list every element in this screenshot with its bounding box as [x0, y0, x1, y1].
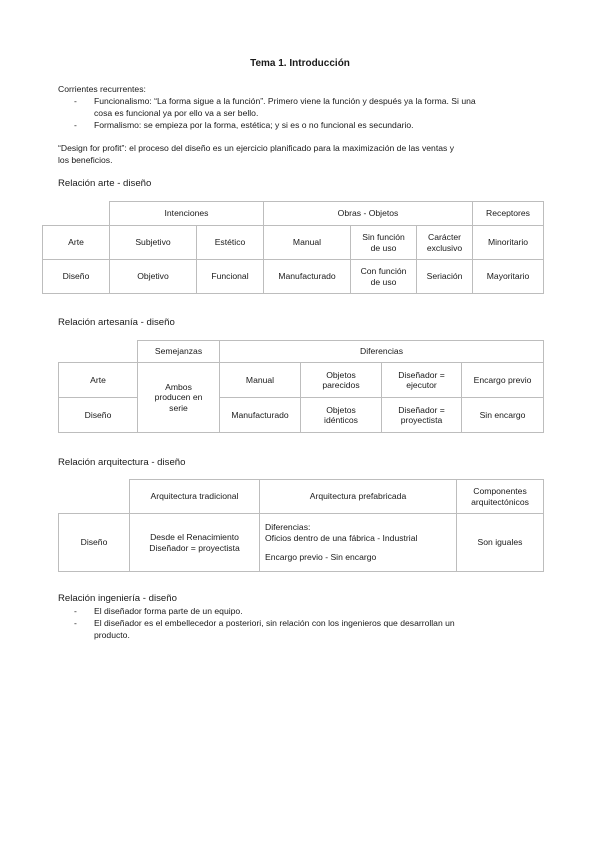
bullet-text: Funcionalismo: “La forma sigue a la función”. Primero viene la función y después ya la forma. Si una: [94, 96, 476, 106]
table-cell: Seriación: [417, 260, 473, 294]
table-cell: [382, 363, 462, 398]
empty-cell: [59, 341, 138, 363]
arquitectura-diseno-table: [58, 479, 544, 572]
header-componentes: [457, 480, 544, 514]
table-cell: Subjetivo: [110, 226, 197, 260]
cell-line: ejecutor: [406, 380, 437, 390]
arte-diseno-table: [42, 201, 544, 294]
paragraph-line: “Design for profit”: el proceso del diseño es un ejercicio planificado para la maximización de las ventas y: [58, 143, 454, 153]
table-cell: Funcional: [197, 260, 264, 294]
table-cell: [382, 398, 462, 433]
header-prefabricada: Arquitectura prefabricada: [260, 480, 457, 514]
table-cell: Estético: [197, 226, 264, 260]
artesania-diseno-table: [58, 340, 544, 433]
bullet-dash: -: [74, 96, 77, 106]
table-cell: [351, 260, 417, 294]
cell-line: parecidos: [322, 380, 360, 390]
table-cell: Manual: [264, 226, 351, 260]
cell-line: Diseñador =: [398, 404, 445, 415]
design-for-profit-paragraph: [58, 143, 548, 166]
row-label: Diseño: [59, 398, 138, 433]
table-cell: Minoritario: [473, 226, 544, 260]
row-label: Arte: [43, 226, 110, 260]
table-cell: [351, 226, 417, 260]
cell-line: Diferencias:: [265, 522, 311, 533]
page-title: Tema 1. Introducción: [250, 58, 350, 69]
cell-line: Componentes: [473, 486, 527, 496]
table-cell: Son iguales: [457, 514, 544, 572]
cell-line: Encargo previo - Sin encargo: [265, 552, 377, 563]
corrientes-label: Corrientes recurrentes:: [58, 84, 146, 94]
table-cell: Manufacturado: [220, 398, 301, 433]
table-cell: Manufacturado: [264, 260, 351, 294]
section-heading-ingenieria: Relación ingeniería - diseño: [58, 593, 177, 604]
semejanza-cell: [138, 363, 220, 433]
header-obras-objetos: Obras - Objetos: [264, 202, 473, 226]
cell-line: de uso: [370, 276, 397, 287]
table-cell: [260, 514, 457, 572]
bullet-text: Formalismo: se empieza por la forma, estética; y si es o no funcional es secundario.: [94, 120, 414, 130]
row-label: Diseño: [43, 260, 110, 294]
header-diferencias: Diferencias: [220, 341, 544, 363]
header-tradicional: Arquitectura tradicional: [130, 480, 260, 514]
row-label: Diseño: [59, 514, 130, 572]
cell-line: Objetos: [326, 404, 356, 415]
empty-cell: [43, 202, 110, 226]
section-heading-artesania: Relación artesanía - diseño: [58, 317, 175, 328]
table-cell: [301, 398, 382, 433]
cell-line: Con función: [360, 266, 407, 276]
table-cell: Encargo previo: [462, 363, 544, 398]
bullet-dash: -: [74, 606, 77, 616]
cell-line: serie: [169, 402, 188, 413]
cell-line: arquitectónicos: [471, 496, 529, 507]
cell-line: Objetos: [326, 369, 356, 380]
paragraph-line: los beneficios.: [58, 154, 113, 165]
table-cell: Sin encargo: [462, 398, 544, 433]
header-intenciones: Intenciones: [110, 202, 264, 226]
empty-cell: [59, 480, 130, 514]
bullet-text: producto.: [94, 629, 130, 640]
cell-line: proyectista: [400, 415, 443, 425]
bullet-dash: -: [74, 618, 77, 628]
table-cell: Mayoritario: [473, 260, 544, 294]
row-label: Arte: [59, 363, 138, 398]
cell-line: de uso: [370, 242, 397, 253]
cell-line: idénticos: [324, 415, 358, 425]
header-semejanzas: Semejanzas: [138, 341, 220, 363]
bullet-text: El diseñador forma parte de un equipo.: [94, 606, 243, 616]
table-cell: Objetivo: [110, 260, 197, 294]
table-cell: [301, 363, 382, 398]
bullet-dash: -: [74, 120, 77, 130]
bullet-text: El diseñador es el embellecedor a posteriori, sin relación con los ingenieros que desarrollan un: [94, 618, 455, 628]
cell-line: Ambos: [165, 381, 192, 392]
cell-line: Sin función: [362, 232, 405, 242]
bullet-text: cosa es funcional ya por ello va a ser bello.: [94, 107, 259, 118]
cell-line: Diseñador = proyectista: [149, 542, 240, 553]
cell-line: producen en: [154, 392, 203, 403]
table-cell: Manual: [220, 363, 301, 398]
section-heading-arquitectura: Relación arquitectura - diseño: [58, 457, 186, 468]
cell-line: Diseñador =: [398, 369, 445, 380]
cell-line: exclusivo: [426, 242, 463, 253]
cell-line: Oficios dentro de una fábrica - Industrial: [265, 532, 418, 543]
table-cell: [417, 226, 473, 260]
cell-line: Carácter: [428, 232, 461, 242]
table-cell: [130, 514, 260, 572]
header-receptores: Receptores: [473, 202, 544, 226]
section-heading-arte: Relación arte - diseño: [58, 178, 152, 189]
cell-line: Desde el Renacimiento: [150, 532, 239, 542]
